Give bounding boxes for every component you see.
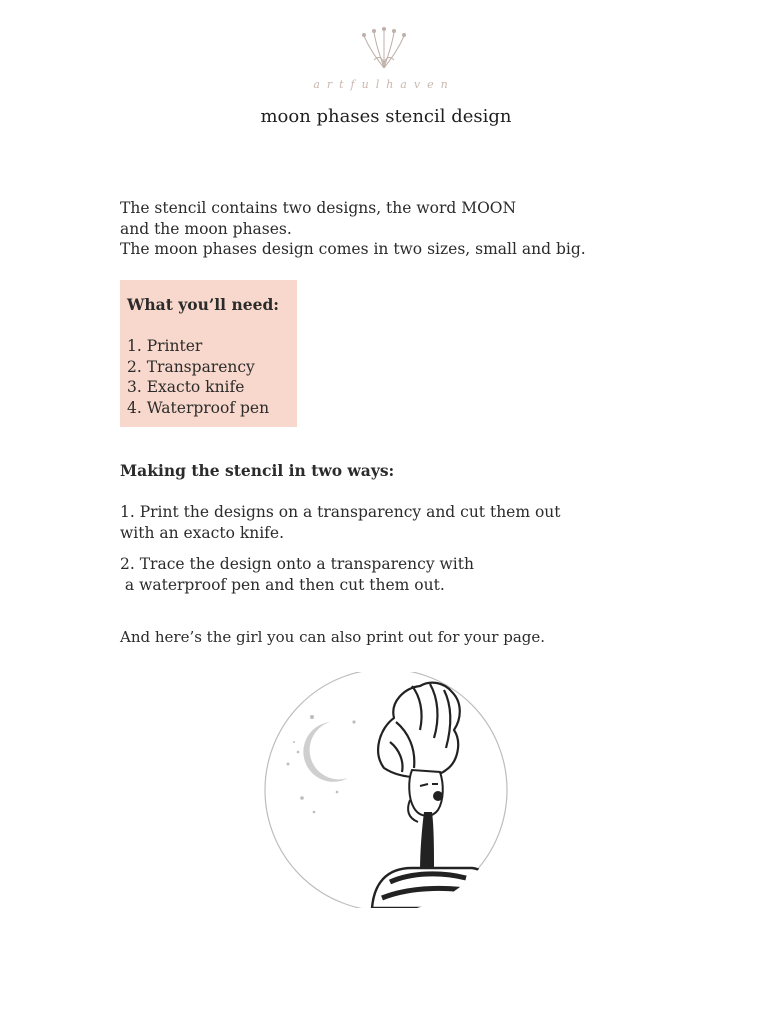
page-title: moon phases stencil design bbox=[260, 106, 512, 127]
supplies-item: 3. Exacto knife bbox=[127, 378, 245, 396]
intro-line: and the moon phases. bbox=[120, 219, 292, 238]
supplies-box bbox=[120, 280, 297, 427]
step-line: a waterproof pen and then cut them out. bbox=[120, 575, 445, 594]
step-line: 2. Trace the design onto a transparency with bbox=[120, 555, 474, 573]
illustration-caption: And here’s the girl you can also print out for your page. bbox=[120, 628, 546, 646]
brand-logo bbox=[304, 26, 464, 98]
supplies-list bbox=[127, 336, 269, 418]
flower-logo-icon bbox=[356, 26, 412, 72]
girl-moon-illustration bbox=[262, 672, 510, 908]
supplies-item: 2. Transparency bbox=[127, 357, 255, 376]
step-line: 1. Print the designs on a transparency and cut them out bbox=[120, 503, 561, 521]
logo-wordmark: artfulhaven bbox=[313, 78, 455, 91]
girl-moon-drawing bbox=[262, 672, 510, 908]
step-line: with an exacto knife. bbox=[120, 523, 285, 542]
intro-paragraph bbox=[120, 198, 586, 260]
supplies-item: 1. Printer bbox=[127, 337, 203, 355]
intro-line: The moon phases design comes in two sizes, small and big. bbox=[120, 240, 586, 258]
supplies-heading: What you’ll need: bbox=[127, 295, 280, 314]
methods-heading: Making the stencil in two ways: bbox=[120, 461, 395, 480]
intro-line: The stencil contains two designs, the word MOON bbox=[120, 199, 517, 217]
method-step-2 bbox=[120, 554, 474, 595]
supplies-item: 4. Waterproof pen bbox=[127, 398, 270, 417]
method-step-1 bbox=[120, 502, 561, 543]
